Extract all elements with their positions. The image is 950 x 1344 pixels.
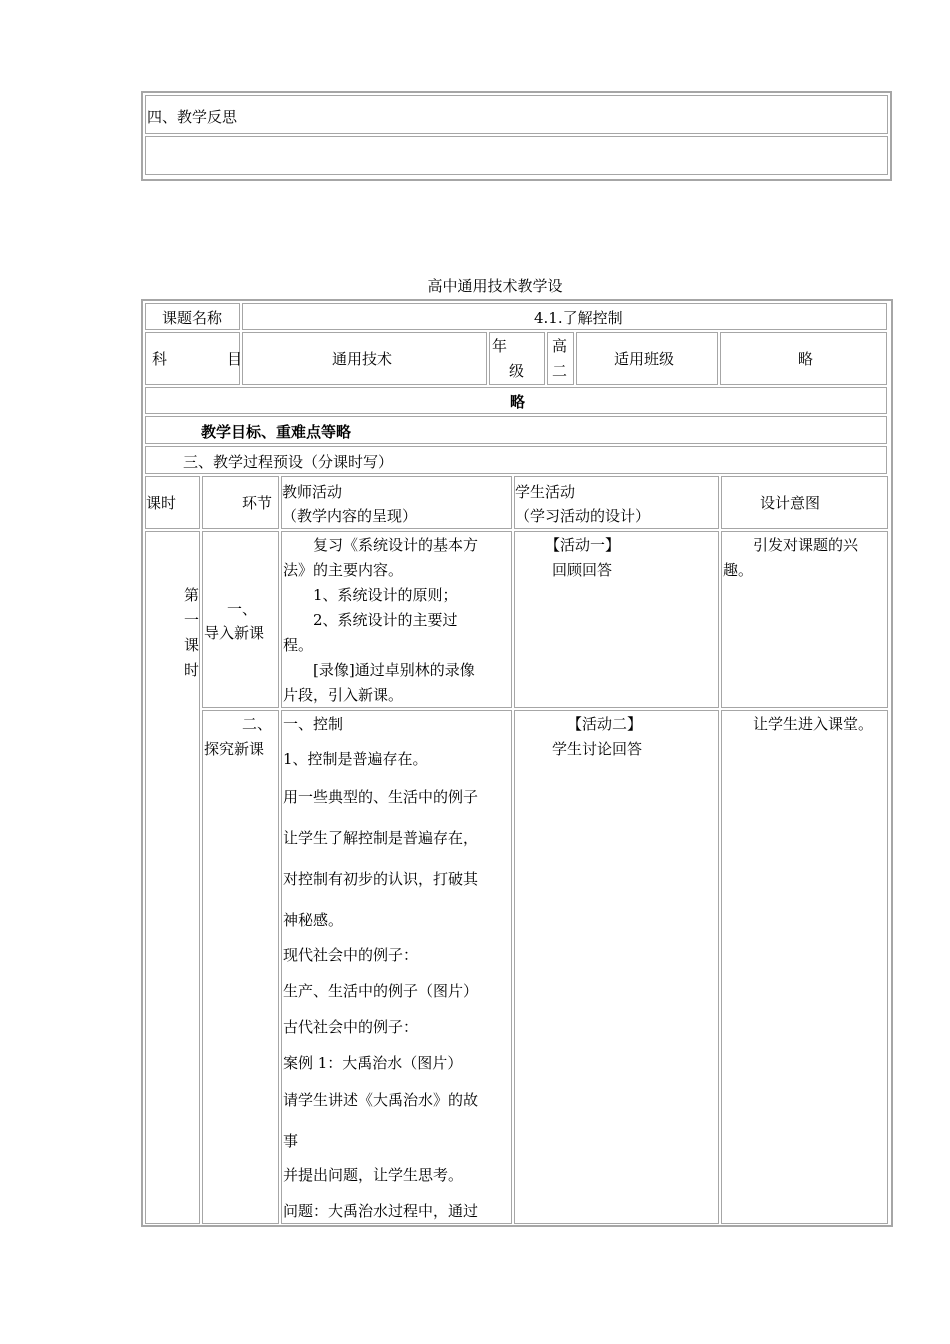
stage2-teacher-line: 让学生了解控制是普遍存在， xyxy=(283,829,479,847)
stage2-name-cell xyxy=(202,710,279,1224)
stage2-teacher-line: 请学生讲述《大禹治水》的故 xyxy=(283,1091,479,1109)
header-teacher-cell xyxy=(281,476,512,529)
subject-value: 通用技术 xyxy=(332,350,393,368)
reflection-table xyxy=(141,91,892,181)
stage2-teacher-line: 生产、生活中的例子（图片） xyxy=(283,982,479,1000)
class-value: 略 xyxy=(798,350,814,368)
plan-title: 高中通用技术教学设 xyxy=(427,277,563,295)
reflection-title: 四、教学反思 xyxy=(147,108,238,126)
lesson-name-cell xyxy=(145,531,200,1224)
stage2-student-2: 学生讨论回答 xyxy=(552,740,643,758)
class-label-cell xyxy=(576,332,718,385)
lesson-char: 时 xyxy=(184,661,200,679)
header-student-cell xyxy=(514,476,719,529)
stage1-teacher-line: 复习《系统设计的基本方 xyxy=(283,536,479,554)
stage2-teacher-line: 神秘感。 xyxy=(283,911,344,929)
grade-value-cell xyxy=(547,332,574,385)
lesson-plan-table xyxy=(141,299,893,1227)
stage1-name-2: 导入新课 xyxy=(204,624,265,642)
stage2-teacher-line: 事 xyxy=(283,1132,299,1150)
stage2-name-2: 探究新课 xyxy=(204,740,265,758)
stage1-teacher-line: 片段，引入新课。 xyxy=(283,686,404,704)
lesson-char: 一 xyxy=(184,611,200,629)
stage1-teacher-line: [录像]通过卓别林的录像 xyxy=(283,661,475,679)
subject-label: 科 目 xyxy=(152,350,243,368)
process-row xyxy=(145,446,887,474)
stage1-intent-1: 引发对课题的兴 xyxy=(723,536,859,554)
goals-text: 教学目标、重难点等略 xyxy=(201,423,352,441)
topic-value: 4.1.了解控制 xyxy=(534,309,623,327)
reflection-title-cell xyxy=(145,95,888,134)
stage2-teacher-line: 对控制有初步的认识，打破其 xyxy=(283,870,479,888)
process-text: 三、教学过程预设（分课时写） xyxy=(183,453,394,471)
header-intent: 设计意图 xyxy=(760,494,821,512)
header-student-2: （学习活动的设计） xyxy=(515,507,651,525)
stage1-teacher-line: 2、系统设计的主要过 xyxy=(283,611,458,629)
header-intent-cell xyxy=(721,476,888,529)
stage1-intent-cell xyxy=(721,531,888,708)
stage1-teacher-line: 1、系统设计的原则； xyxy=(283,586,458,604)
stage1-intent-2: 趣。 xyxy=(723,561,754,579)
header-lesson: 课时 xyxy=(146,494,177,512)
stage1-name-cell xyxy=(202,531,279,708)
subject-value-cell xyxy=(242,332,487,385)
grade-label-cell xyxy=(489,332,545,385)
stage1-teacher-line: 程。 xyxy=(283,636,314,654)
stage2-intent-cell xyxy=(721,710,888,1224)
header-teacher-1: 教师活动 xyxy=(282,483,343,501)
grade-label-2: 级 xyxy=(509,362,525,380)
stage1-teacher-line: 法》的主要内容。 xyxy=(283,561,404,579)
class-value-cell xyxy=(720,332,887,385)
stage1-name-1: 一、 xyxy=(227,600,258,618)
stage2-teacher-cell xyxy=(281,710,512,1224)
stage2-teacher-line: 用一些典型的、生活中的例子 xyxy=(283,788,479,806)
stage2-teacher-line: 问题：大禹治水过程中，通过 xyxy=(283,1202,479,1220)
omit-row xyxy=(145,387,887,414)
stage2-intent: 让学生进入课堂。 xyxy=(723,715,874,733)
header-stage: 环节 xyxy=(242,494,273,512)
class-label: 适用班级 xyxy=(614,350,675,368)
reflection-content-cell xyxy=(145,136,888,175)
stage2-teacher-line: 古代社会中的例子： xyxy=(283,1018,419,1036)
header-lesson-cell xyxy=(145,476,200,529)
topic-label: 课题名称 xyxy=(162,309,223,327)
stage2-teacher-line: 1、控制是普遍存在。 xyxy=(283,750,428,768)
grade-label-1: 年 xyxy=(492,337,508,355)
stage2-teacher-line: 现代社会中的例子： xyxy=(283,946,419,964)
stage2-teacher-line: 并提出问题，让学生思考。 xyxy=(283,1166,464,1184)
header-student-1: 学生活动 xyxy=(515,483,576,501)
grade-value-2: 二 xyxy=(552,362,568,380)
lesson-char: 课 xyxy=(184,636,200,654)
topic-value-cell xyxy=(242,303,887,330)
header-stage-cell xyxy=(202,476,279,529)
stage2-teacher-line: 一、控制 xyxy=(283,715,344,733)
topic-label-cell xyxy=(145,303,240,330)
header-teacher-2: （教学内容的呈现） xyxy=(282,507,418,525)
stage2-name-1: 二、 xyxy=(242,715,273,733)
goals-row xyxy=(145,416,887,444)
grade-value-1: 高 xyxy=(552,337,568,355)
stage1-student-2: 回顾回答 xyxy=(552,561,613,579)
stage1-student-cell xyxy=(514,531,719,708)
stage2-student-cell xyxy=(514,710,719,1224)
omit-text: 略 xyxy=(510,393,526,411)
stage2-student-1: 【活动二】 xyxy=(567,715,643,733)
subject-label-cell xyxy=(145,332,243,385)
lesson-char: 第 xyxy=(184,586,200,604)
stage1-teacher-cell xyxy=(281,531,512,708)
stage1-student-1: 【活动一】 xyxy=(545,536,621,554)
stage2-teacher-line: 案例 1：大禹治水（图片） xyxy=(283,1054,463,1072)
